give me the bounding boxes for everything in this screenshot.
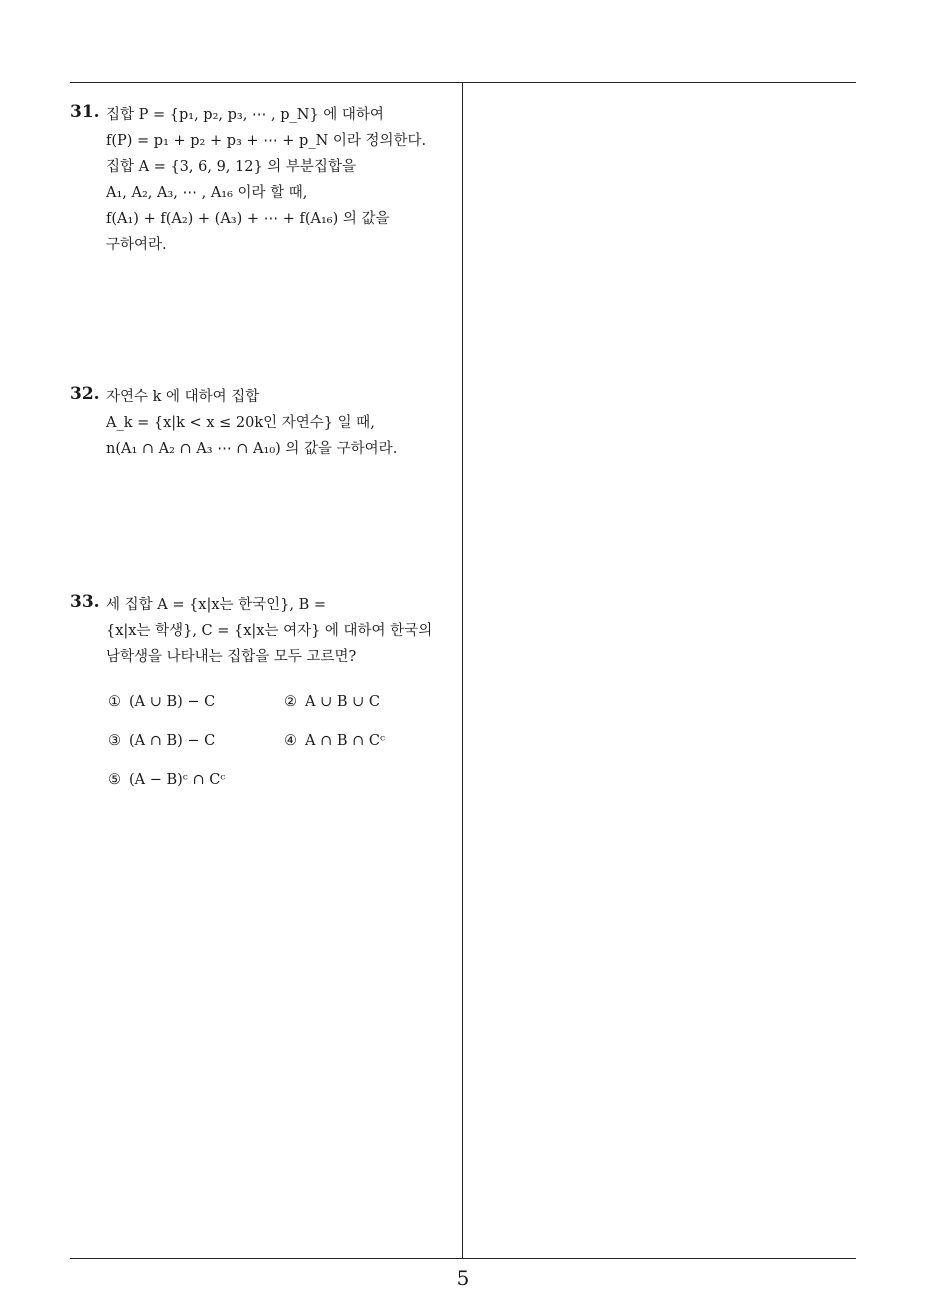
problem-number: 31. <box>70 102 100 122</box>
choice-2[interactable] <box>284 694 380 710</box>
problem-line: A_k = {x|k < x ≤ 20k인 자연수} 일 때, <box>106 415 375 431</box>
choice-3[interactable] <box>108 733 215 749</box>
choice-mark: ③ <box>108 733 121 749</box>
problem-line: f(P) = p₁ + p₂ + p₃ + ⋯ + p_N 이라 정의한다. <box>106 133 427 149</box>
choice-text: A ∩ B ∩ Cᶜ <box>305 733 385 749</box>
problem-line: A₁, A₂, A₃, ⋯ , A₁₆ 이라 할 때, <box>106 185 308 201</box>
problem-line: f(A₁) + f(A₂) + (A₃) + ⋯ + f(A₁₆) 의 값을 <box>106 211 390 227</box>
choice-4[interactable] <box>284 733 385 749</box>
column-divider <box>462 82 463 1258</box>
choice-1[interactable] <box>108 694 215 710</box>
problem-line: 집합 A = {3, 6, 9, 12} 의 부분집합을 <box>106 159 356 175</box>
top-rule <box>70 82 856 83</box>
problem-text <box>106 384 454 462</box>
problem-32 <box>70 384 454 462</box>
choice-5[interactable] <box>108 772 225 788</box>
problem-line: 남학생을 나타내는 집합을 모두 고르면? <box>106 649 357 665</box>
problem-text <box>106 592 454 670</box>
choice-mark: ④ <box>284 733 297 749</box>
problem-33 <box>70 592 454 670</box>
problem-number: 33. <box>70 592 100 612</box>
problem-line: {x|x는 학생}, C = {x|x는 여자} 에 대하여 한국의 <box>106 623 433 639</box>
problem-line: 구하여라. <box>106 237 167 253</box>
choice-mark: ⑤ <box>108 772 121 788</box>
choice-text: (A ∩ B) − C <box>129 733 216 749</box>
choice-text: (A ∪ B) − C <box>129 694 216 710</box>
choice-mark: ① <box>108 694 121 710</box>
problem-line: 세 집합 A = {x|x는 한국인}, B = <box>106 597 327 613</box>
problem-31 <box>70 102 454 258</box>
problem-number: 32. <box>70 384 100 404</box>
choice-text: A ∪ B ∪ C <box>305 694 380 710</box>
choice-mark: ② <box>284 694 297 710</box>
problem-line: n(A₁ ∩ A₂ ∩ A₃ ⋯ ∩ A₁₀) 의 값을 구하여라. <box>106 441 398 457</box>
problem-line: 집합 P = {p₁, p₂, p₃, ⋯ , p_N} 에 대하여 <box>106 107 384 123</box>
problem-line: 자연수 k 에 대하여 집합 <box>106 389 260 405</box>
choice-text: (A − B)ᶜ ∩ Cᶜ <box>129 772 226 788</box>
problem-text <box>106 102 454 258</box>
page-number: 5 <box>456 1266 470 1290</box>
bottom-rule <box>70 1258 856 1259</box>
